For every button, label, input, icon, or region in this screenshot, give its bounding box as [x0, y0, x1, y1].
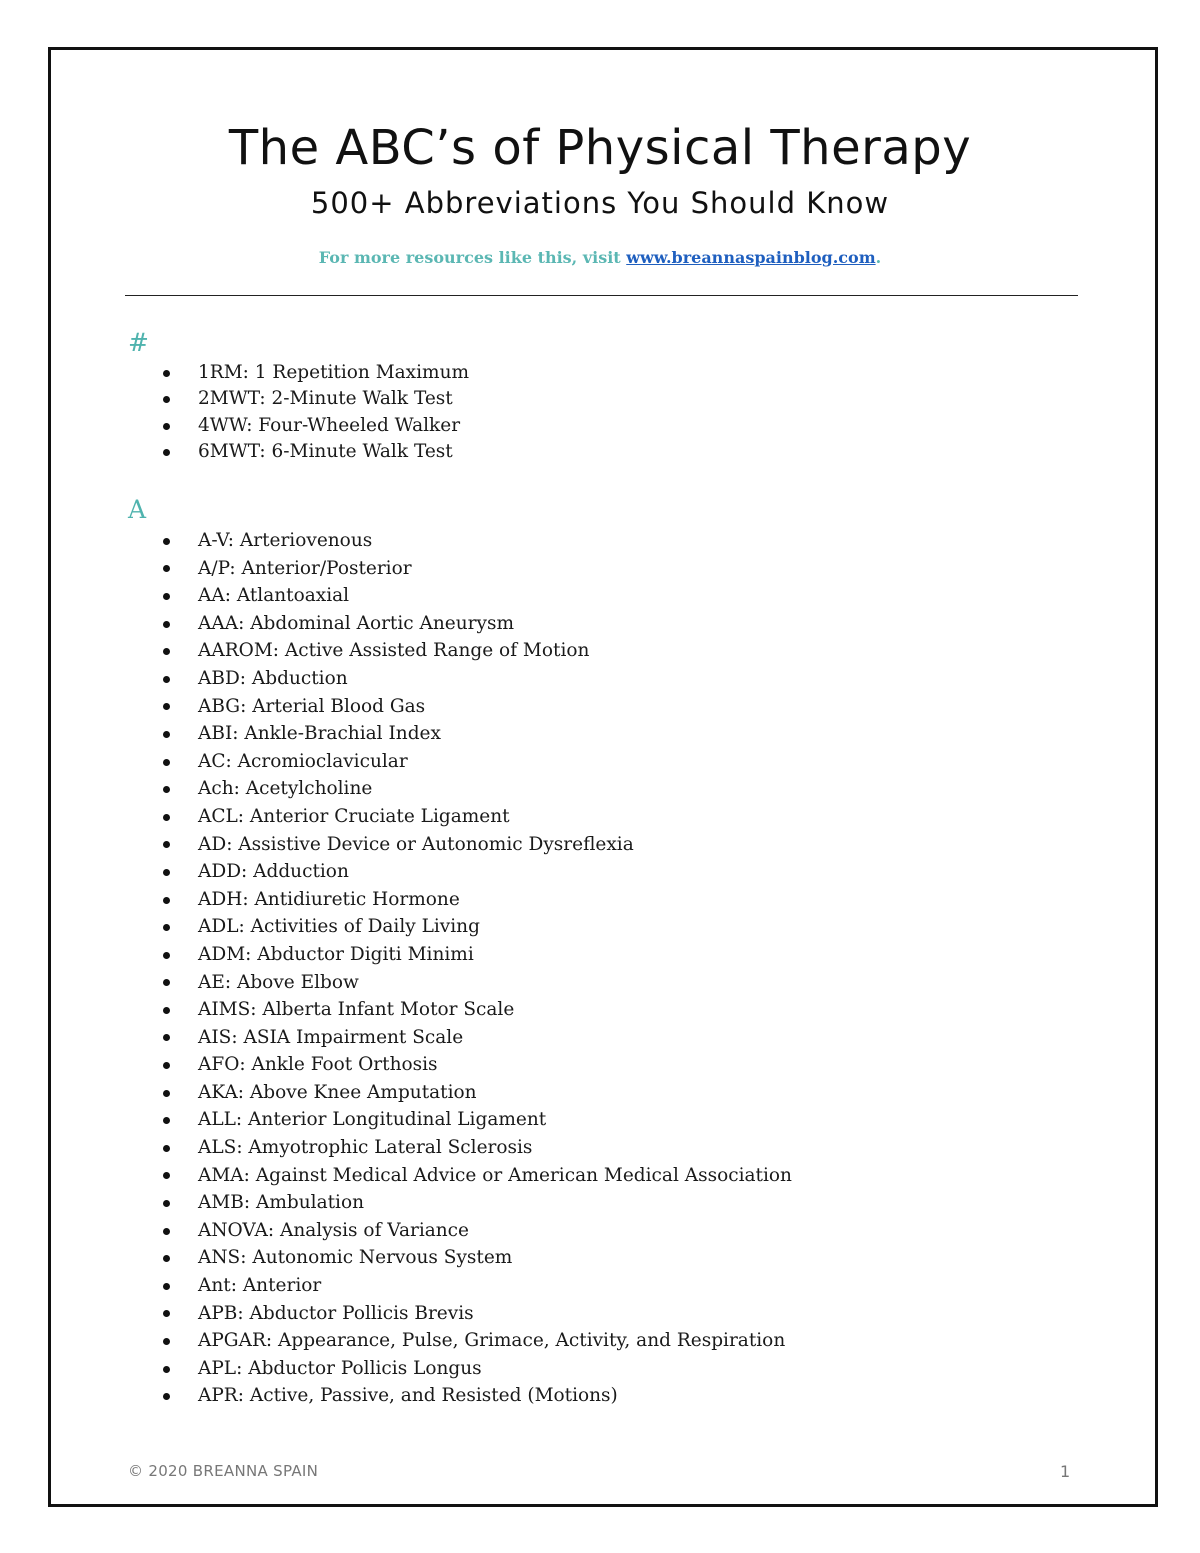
list-item: AAA: Abdominal Aortic Aneurysm — [160, 610, 792, 638]
list-item: ADM: Abductor Digiti Minimi — [160, 941, 792, 969]
list-item: ADH: Antidiuretic Hormone — [160, 886, 792, 914]
list-item: ABD: Abduction — [160, 665, 792, 693]
resources-prefix: For more resources like this, visit — [318, 248, 627, 267]
list-item: AAROM: Active Assisted Range of Motion — [160, 637, 792, 665]
list-item: ABG: Arterial Blood Gas — [160, 693, 792, 721]
list-item: APL: Abductor Pollicis Longus — [160, 1355, 792, 1383]
list-item: 2MWT: 2-Minute Walk Test — [160, 386, 469, 412]
list-item: AIS: ASIA Impairment Scale — [160, 1024, 792, 1052]
list-item: 4WW: Four-Wheeled Walker — [160, 413, 469, 439]
resources-suffix: . — [875, 248, 882, 267]
section-heading-hash: # — [128, 328, 149, 357]
list-item: AD: Assistive Device or Autonomic Dysreflexia — [160, 831, 792, 859]
list-item: AE: Above Elbow — [160, 969, 792, 997]
list-item: Ant: Anterior — [160, 1272, 792, 1300]
list-item: ANS: Autonomic Nervous System — [160, 1244, 792, 1272]
list-item: APGAR: Appearance, Pulse, Grimace, Activity, and Respiration — [160, 1327, 792, 1355]
abbreviation-list-a — [160, 527, 792, 1410]
list-item: ACL: Anterior Cruciate Ligament — [160, 803, 792, 831]
list-item: ADD: Adduction — [160, 858, 792, 886]
footer-page-number: 1 — [1060, 1462, 1071, 1481]
list-item: ALS: Amyotrophic Lateral Sclerosis — [160, 1134, 792, 1162]
list-item: AMA: Against Medical Advice or American Medical Association — [160, 1162, 792, 1190]
list-item: AMB: Ambulation — [160, 1189, 792, 1217]
list-item: A/P: Anterior/Posterior — [160, 555, 792, 583]
list-item: A-V: Arteriovenous — [160, 527, 792, 555]
list-item: 1RM: 1 Repetition Maximum — [160, 360, 469, 386]
list-item: ANOVA: Analysis of Variance — [160, 1217, 792, 1245]
section-heading-a: A — [128, 495, 147, 524]
page-title: The ABC’s of Physical Therapy — [228, 120, 972, 176]
list-item: 6MWT: 6-Minute Walk Test — [160, 439, 469, 465]
resources-line — [0, 248, 1200, 267]
list-item: Ach: Acetylcholine — [160, 775, 792, 803]
footer-copyright: © 2020 BREANNA SPAIN — [128, 1462, 319, 1480]
list-item: ADL: Activities of Daily Living — [160, 913, 792, 941]
list-item: AC: Acromioclavicular — [160, 748, 792, 776]
list-item: AFO: Ankle Foot Orthosis — [160, 1051, 792, 1079]
list-item: AKA: Above Knee Amputation — [160, 1079, 792, 1107]
list-item: ABI: Ankle-Brachial Index — [160, 720, 792, 748]
list-item: AA: Atlantoaxial — [160, 582, 792, 610]
list-item: APR: Active, Passive, and Resisted (Motions) — [160, 1382, 792, 1410]
list-item: AIMS: Alberta Infant Motor Scale — [160, 996, 792, 1024]
page-subtitle: 500+ Abbreviations You Should Know — [310, 186, 890, 220]
header-divider — [125, 295, 1078, 296]
list-item: APB: Abductor Pollicis Brevis — [160, 1300, 792, 1328]
list-item: ALL: Anterior Longitudinal Ligament — [160, 1106, 792, 1134]
blog-link[interactable]: www.breannaspainblog.com — [626, 248, 876, 267]
abbreviation-list-hash — [160, 360, 469, 465]
